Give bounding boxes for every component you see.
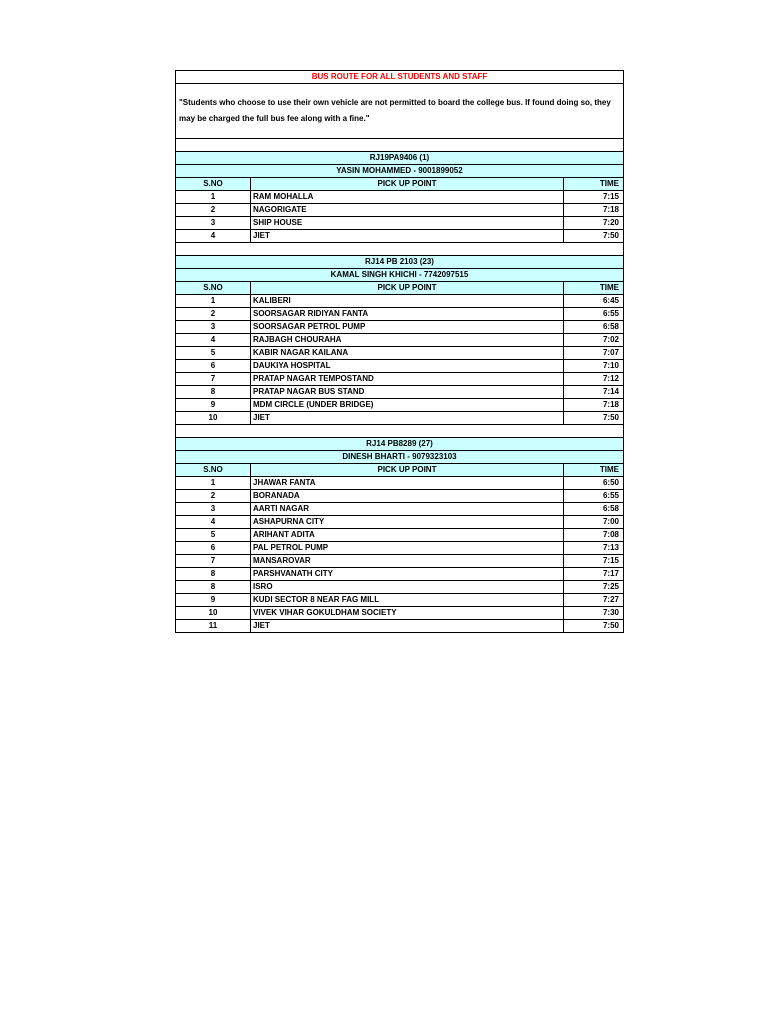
table-row [176, 399, 624, 412]
stop-pickup-point: ARIHANT ADITA [251, 529, 564, 542]
header-pickup-point: PICK UP POINT [251, 282, 564, 295]
stop-sno: 8 [176, 581, 251, 594]
stop-sno: 7 [176, 555, 251, 568]
stop-time: 7:02 [564, 334, 624, 347]
stop-sno: 2 [176, 204, 251, 217]
stop-sno: 1 [176, 477, 251, 490]
route-driver: YASIN MOHAMMED - 9001899052 [176, 165, 624, 178]
route-driver: KAMAL SINGH KHICHI - 7742097515 [176, 269, 624, 282]
stop-pickup-point: SHIP HOUSE [251, 217, 564, 230]
stop-pickup-point: AARTI NAGAR [251, 503, 564, 516]
table-row [176, 321, 624, 334]
stop-pickup-point: JIET [251, 620, 564, 633]
route-driver: DINESH BHARTI - 9079323103 [176, 451, 624, 464]
stop-time: 6:45 [564, 295, 624, 308]
stop-time: 6:55 [564, 490, 624, 503]
table-row [176, 386, 624, 399]
page-title: BUS ROUTE FOR ALL STUDENTS AND STAFF [176, 71, 624, 84]
table-row [176, 308, 624, 321]
stop-sno: 1 [176, 295, 251, 308]
stop-pickup-point: VIVEK VIHAR GOKULDHAM SOCIETY [251, 607, 564, 620]
stop-sno: 2 [176, 308, 251, 321]
table-row [176, 334, 624, 347]
stop-pickup-point: BORANADA [251, 490, 564, 503]
stop-sno: 1 [176, 191, 251, 204]
stop-time: 7:07 [564, 347, 624, 360]
table-row [176, 620, 624, 633]
stop-time: 6:58 [564, 503, 624, 516]
stop-pickup-point: PAL PETROL PUMP [251, 542, 564, 555]
stop-sno: 7 [176, 373, 251, 386]
table-row [176, 295, 624, 308]
stop-sno: 4 [176, 334, 251, 347]
stop-pickup-point: MDM CIRCLE (UNDER BRIDGE) [251, 399, 564, 412]
stop-pickup-point: KALIBERI [251, 295, 564, 308]
stop-time: 7:13 [564, 542, 624, 555]
stop-pickup-point: SOORSAGAR PETROL PUMP [251, 321, 564, 334]
spacer-cell [176, 425, 624, 438]
stop-sno: 4 [176, 516, 251, 529]
spacer-row [176, 243, 624, 256]
stop-time: 7:20 [564, 217, 624, 230]
header-time: TIME [564, 178, 624, 191]
table-row [176, 503, 624, 516]
header-pickup-point: PICK UP POINT [251, 178, 564, 191]
stop-time: 7:12 [564, 373, 624, 386]
stop-pickup-point: JIET [251, 412, 564, 425]
stop-sno: 3 [176, 321, 251, 334]
table-row [176, 529, 624, 542]
stop-time: 7:18 [564, 399, 624, 412]
spacer-row [176, 139, 624, 152]
stop-sno: 9 [176, 399, 251, 412]
stop-time: 7:30 [564, 607, 624, 620]
stop-time: 7:15 [564, 555, 624, 568]
stop-time: 6:55 [564, 308, 624, 321]
stop-sno: 2 [176, 490, 251, 503]
table-row [176, 542, 624, 555]
route-bus-row [176, 152, 624, 165]
route-bus-row [176, 438, 624, 451]
stop-time: 7:14 [564, 386, 624, 399]
table-row [176, 490, 624, 503]
stop-time: 7:15 [564, 191, 624, 204]
stop-sno: 5 [176, 529, 251, 542]
spacer-row [176, 425, 624, 438]
route-driver-row [176, 269, 624, 282]
stop-pickup-point: PRATAP NAGAR BUS STAND [251, 386, 564, 399]
header-sno: S.NO [176, 464, 251, 477]
stop-pickup-point: ASHAPURNA CITY [251, 516, 564, 529]
table-row [176, 607, 624, 620]
column-header-row [176, 282, 624, 295]
stop-time: 7:17 [564, 568, 624, 581]
table-row [176, 191, 624, 204]
stop-time: 7:00 [564, 516, 624, 529]
header-sno: S.NO [176, 178, 251, 191]
route-driver-row [176, 165, 624, 178]
stop-time: 7:27 [564, 594, 624, 607]
notice-row [176, 84, 624, 139]
stop-pickup-point: NAGORIGATE [251, 204, 564, 217]
table-row [176, 230, 624, 243]
stop-time: 7:25 [564, 581, 624, 594]
stop-pickup-point: JHAWAR FANTA [251, 477, 564, 490]
stop-sno: 3 [176, 217, 251, 230]
stop-sno: 3 [176, 503, 251, 516]
table-row [176, 568, 624, 581]
table-row [176, 555, 624, 568]
notice-text: "Students who choose to use their own vehicle are not permitted to board the college bus. If found doing so, they may be charged the full bus fee along with a fine." [176, 84, 624, 139]
table-row [176, 477, 624, 490]
stop-sno: 5 [176, 347, 251, 360]
route-bus-row [176, 256, 624, 269]
table-row [176, 347, 624, 360]
column-header-row [176, 178, 624, 191]
stop-sno: 10 [176, 607, 251, 620]
header-pickup-point: PICK UP POINT [251, 464, 564, 477]
title-row [176, 71, 624, 84]
table-row [176, 516, 624, 529]
stop-time: 7:18 [564, 204, 624, 217]
stop-pickup-point: PARSHVANATH CITY [251, 568, 564, 581]
stop-time: 7:50 [564, 412, 624, 425]
stop-pickup-point: ISRO [251, 581, 564, 594]
header-time: TIME [564, 282, 624, 295]
stop-pickup-point: DAUKIYA HOSPITAL [251, 360, 564, 373]
header-sno: S.NO [176, 282, 251, 295]
stop-pickup-point: SOORSAGAR RIDIYAN FANTA [251, 308, 564, 321]
table-row [176, 204, 624, 217]
stop-time: 7:50 [564, 230, 624, 243]
route-driver-row [176, 451, 624, 464]
stop-sno: 6 [176, 542, 251, 555]
stop-time: 6:58 [564, 321, 624, 334]
table-row [176, 581, 624, 594]
table-row [176, 217, 624, 230]
spacer-cell [176, 243, 624, 256]
bus-route-table-body [176, 71, 624, 633]
table-row [176, 373, 624, 386]
bus-route-table [175, 70, 624, 633]
route-bus-number: RJ14 PB 2103 (23) [176, 256, 624, 269]
stop-sno: 10 [176, 412, 251, 425]
table-row [176, 360, 624, 373]
stop-pickup-point: JIET [251, 230, 564, 243]
stop-sno: 9 [176, 594, 251, 607]
header-time: TIME [564, 464, 624, 477]
stop-pickup-point: RAJBAGH CHOURAHA [251, 334, 564, 347]
stop-pickup-point: KUDI SECTOR 8 NEAR FAG MILL [251, 594, 564, 607]
stop-time: 7:08 [564, 529, 624, 542]
stop-time: 6:50 [564, 477, 624, 490]
stop-time: 7:10 [564, 360, 624, 373]
stop-sno: 8 [176, 386, 251, 399]
spacer-cell [176, 139, 624, 152]
stop-pickup-point: RAM MOHALLA [251, 191, 564, 204]
stop-sno: 8 [176, 568, 251, 581]
stop-sno: 11 [176, 620, 251, 633]
table-row [176, 412, 624, 425]
stop-pickup-point: KABIR NAGAR KAILANA [251, 347, 564, 360]
table-row [176, 594, 624, 607]
route-bus-number: RJ14 PB8289 (27) [176, 438, 624, 451]
stop-pickup-point: PRATAP NAGAR TEMPOSTAND [251, 373, 564, 386]
route-bus-number: RJ19PA9406 (1) [176, 152, 624, 165]
stop-sno: 6 [176, 360, 251, 373]
stop-sno: 4 [176, 230, 251, 243]
stop-time: 7:50 [564, 620, 624, 633]
stop-pickup-point: MANSAROVAR [251, 555, 564, 568]
column-header-row [176, 464, 624, 477]
